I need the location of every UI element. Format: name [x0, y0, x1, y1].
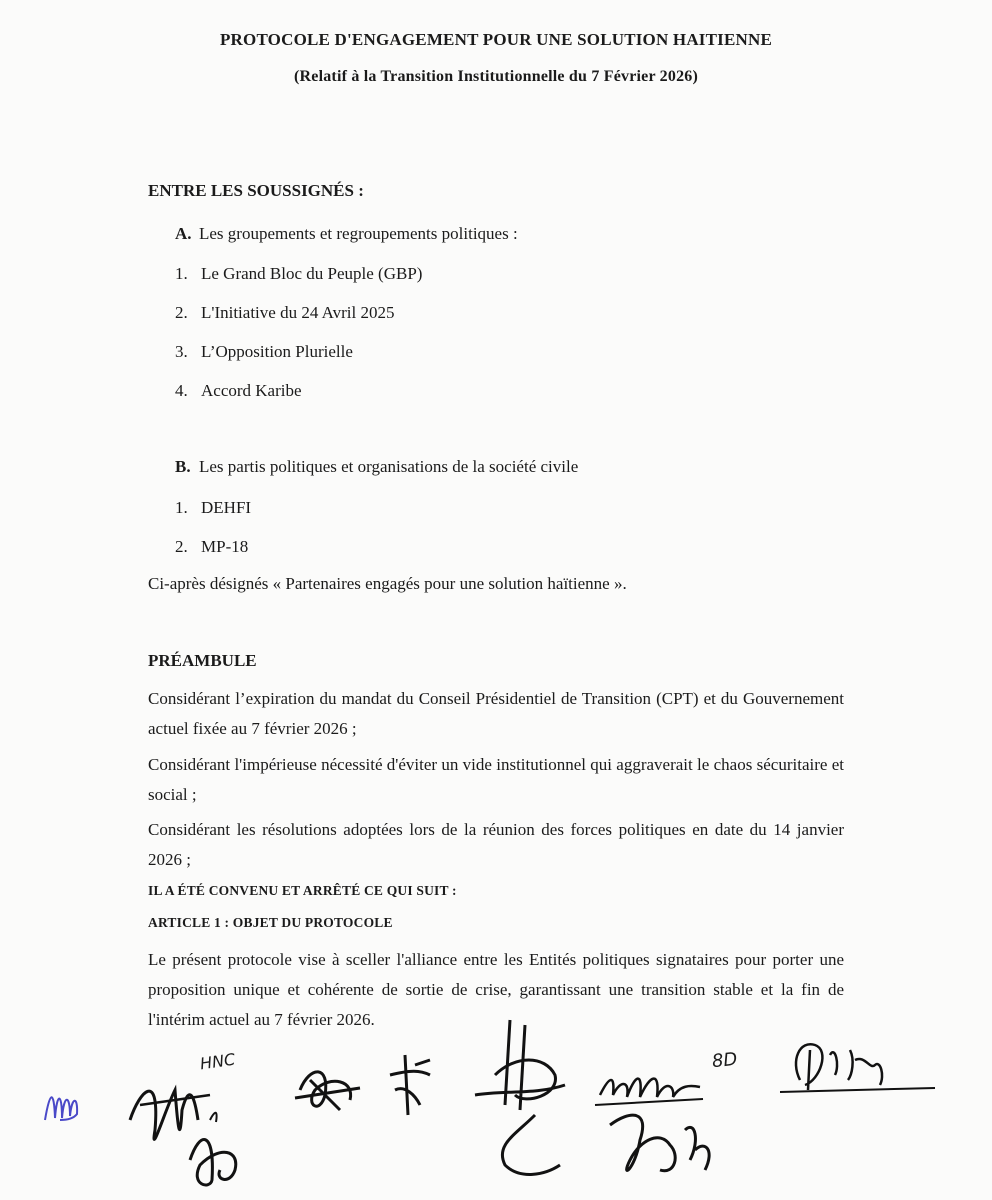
- article-1-text: Le présent protocole vise à sceller l'alliance entre les Entités politiques signataires pour porter une proposition unique et cohérente de sortie de crise, garantissant une transition stable et la fin de l'intérim actuel au 7 février 2026.: [148, 950, 844, 1029]
- group-b-label: [175, 457, 578, 477]
- signature: [780, 1030, 940, 1115]
- preamble-paragraph: Considérant l’expiration du mandat du Conseil Présidentiel de Transition (CPT) et du Gouvernement actuel fixée au 7 février 2026 ;: [148, 689, 844, 738]
- signature-scribble: [120, 1050, 260, 1190]
- list-item-number: 1.: [175, 498, 188, 517]
- group-b-letter: B.: [175, 457, 191, 476]
- list-item-number: 3.: [175, 342, 188, 361]
- group-a-letter: A.: [175, 224, 192, 243]
- group-a-text: Les groupements et regroupements politiques :: [199, 224, 518, 243]
- signature-scribble: [600, 1100, 720, 1190]
- list-item-number: 1.: [175, 264, 188, 283]
- list-item-text: L’Opposition Plurielle: [201, 342, 353, 361]
- preamble-paragraph: Considérant les résolutions adoptées lors de la réunion des forces politiques en date du 14 janvier 2026 ;: [148, 820, 844, 869]
- signature: [120, 1050, 260, 1195]
- signature-blue-scribble: [40, 1080, 90, 1130]
- agreed-heading: IL A ÉTÉ CONVENU ET ARRÊTÉ CE QUI SUIT :: [148, 883, 457, 898]
- signature: [465, 1015, 585, 1190]
- signature: [380, 1045, 440, 1130]
- signature: [290, 1060, 370, 1125]
- list-item-text: L'Initiative du 24 Avril 2025: [201, 303, 395, 322]
- preamble-paragraph: Considérant l'impérieuse nécessité d'éviter un vide institutionnel qui aggraverait le chaos sécuritaire et social ;: [148, 755, 844, 804]
- list-item-text: MP-18: [201, 537, 249, 556]
- list-item-text: Accord Karibe: [201, 381, 302, 400]
- preamble-heading: PRÉAMBULE: [148, 651, 257, 670]
- parties-heading: ENTRE LES SOUSSIGNÉS :: [148, 181, 364, 200]
- signature: [600, 1100, 720, 1195]
- document-title: PROTOCOLE D'ENGAGEMENT POUR UNE SOLUTION HAITIENNE: [219, 30, 773, 49]
- list-item-number: 2.: [175, 303, 188, 322]
- group-b-text: Les partis politiques et organisations de la société civile: [199, 457, 579, 476]
- signature-scribble: [380, 1045, 440, 1125]
- list-item: [175, 303, 395, 323]
- partners-designation: Ci-après désignés « Partenaires engagés pour une solution haïtienne ».: [148, 574, 627, 593]
- article-1-heading: ARTICLE 1 : OBJET DU PROTOCOLE: [148, 915, 393, 930]
- signature-scribble: [780, 1030, 940, 1110]
- document-subtitle: (Relatif à la Transition Institutionnelle du 7 Février 2026): [294, 68, 698, 85]
- group-a-label: [175, 224, 518, 244]
- signature-scribble: [290, 1060, 370, 1120]
- handwritten-initials: HNC: [198, 1049, 237, 1074]
- signature-blue: [40, 1080, 90, 1135]
- list-item-number: 4.: [175, 381, 188, 400]
- handwritten-initials: 8D: [710, 1048, 739, 1073]
- list-item-number: 2.: [175, 537, 188, 556]
- list-item: [175, 381, 302, 401]
- list-item: [175, 264, 422, 284]
- list-item: [175, 498, 251, 518]
- signature-scribble: [465, 1015, 585, 1185]
- list-item: [175, 342, 353, 362]
- list-item-text: DEHFI: [201, 498, 252, 517]
- list-item-text: Le Grand Bloc du Peuple (GBP): [201, 264, 423, 283]
- list-item: [175, 537, 248, 557]
